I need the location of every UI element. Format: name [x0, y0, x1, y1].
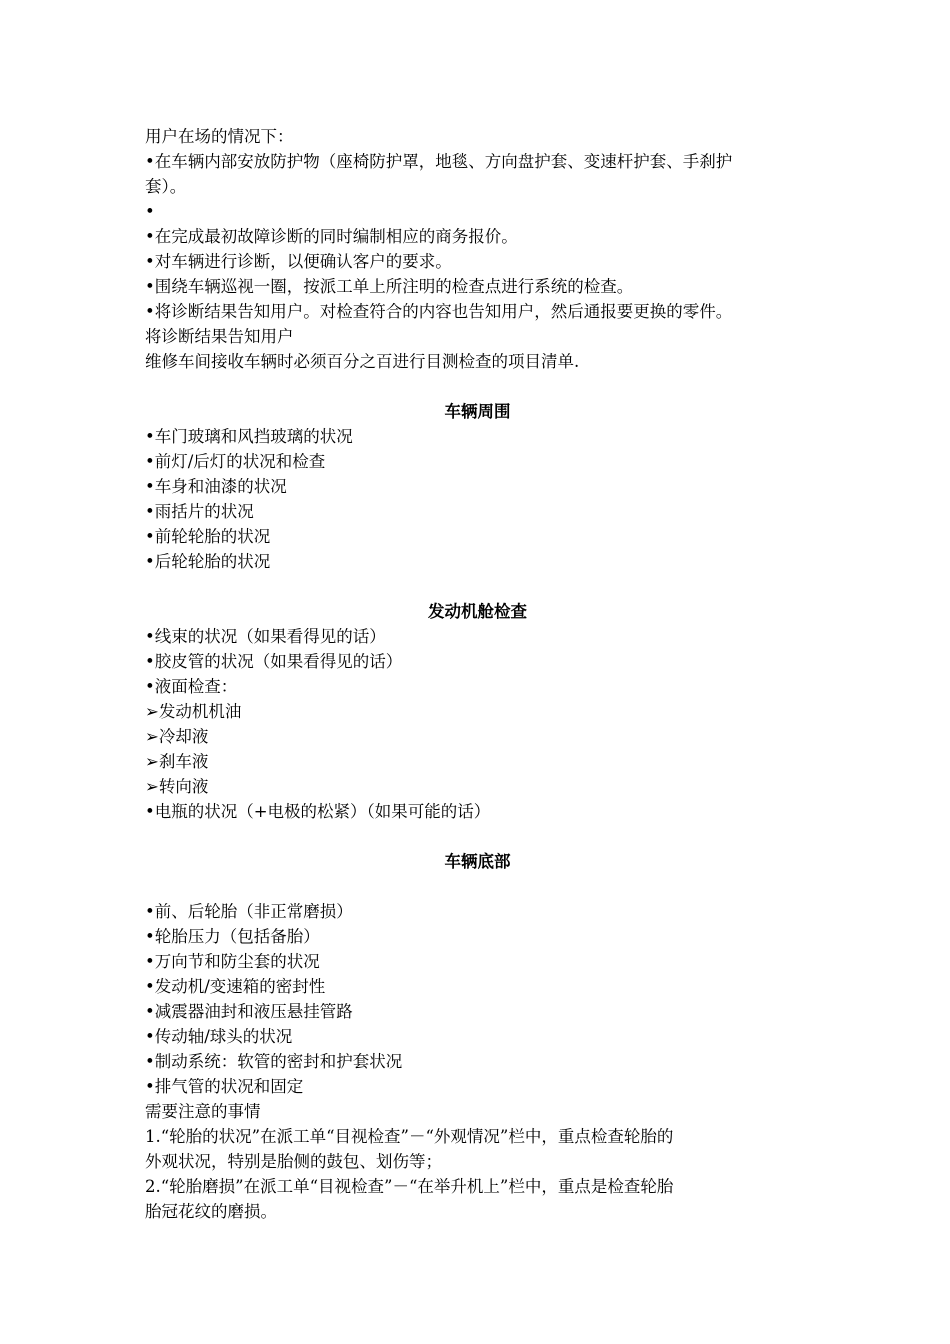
list-item: •轮胎压力（包括备胎）: [145, 927, 320, 946]
intro-line: 维修车间接收车辆时必须百分之百进行目测检查的项目清单.: [145, 352, 580, 371]
intro-line: •在完成最初故障诊断的同时编制相应的商务报价。: [145, 227, 518, 246]
notes-line: 胎冠花纹的磨损。: [145, 1202, 277, 1221]
list-item: •前、后轮胎（非正常磨损）: [145, 902, 353, 921]
list-item: •制动系统：软管的密封和护套状况: [145, 1052, 403, 1071]
list-item: •传动轴/球头的状况: [145, 1027, 293, 1046]
intro-line: 将诊断结果告知用户: [145, 327, 294, 346]
spacer: [145, 874, 810, 899]
list-item: •胶皮管的状况（如果看得见的话）: [145, 652, 403, 671]
list-item: •后轮轮胎的状况: [145, 552, 271, 571]
notes-line: 1.“轮胎的状况”在派工单“目视检查”－“外观情况”栏中，重点检查轮胎的: [145, 1127, 674, 1146]
document-page: [145, 124, 810, 1224]
list-item: ➢刹车液: [145, 752, 209, 771]
list-item: •万向节和防尘套的状况: [145, 952, 320, 971]
intro-block: [145, 124, 810, 374]
list-item: •减震器油封和液压悬挂管路: [145, 1002, 353, 1021]
list-item: •电瓶的状况（+电极的松紧）（如果可能的话）: [145, 802, 491, 821]
list-item: •线束的状况（如果看得见的话）: [145, 627, 386, 646]
intro-line: •在车辆内部安放防护物（座椅防护罩，地毯、方向盘护套、变速杆护套、手刹护: [145, 152, 733, 171]
list-item: •车门玻璃和风挡玻璃的状况: [145, 427, 353, 446]
list-item: •前轮轮胎的状况: [145, 527, 271, 546]
intro-line: 用户在场的情况下：: [145, 127, 294, 146]
list-item: ➢转向液: [145, 777, 209, 796]
list-item: •发动机/变速箱的密封性: [145, 977, 326, 996]
section-list-engine-bay: [145, 624, 810, 824]
list-item: ➢发动机机油: [145, 702, 242, 721]
intro-line: •将诊断结果告知用户。对检查符合的内容也告知用户，然后通报要更换的零件。: [145, 302, 733, 321]
notes-block: [145, 1099, 810, 1224]
list-item: •雨括片的状况: [145, 502, 254, 521]
notes-line: 需要注意的事情: [145, 1102, 261, 1121]
section-list-underbody: [145, 899, 810, 1099]
intro-line: •: [145, 202, 155, 221]
intro-line: 套）。: [145, 177, 187, 196]
notes-line: 2.“轮胎磨损”在派工单“目视检查”－“在举升机上”栏中，重点是检查轮胎: [145, 1177, 674, 1196]
section-title-vehicle-surroundings: 车辆周围: [444, 402, 511, 421]
list-item: •液面检查：: [145, 677, 238, 696]
notes-line: 外观状况，特别是胎侧的鼓包、划伤等；: [145, 1152, 442, 1171]
list-item: •排气管的状况和固定: [145, 1077, 304, 1096]
section-title-underbody: 车辆底部: [444, 852, 511, 871]
list-item: •车身和油漆的状况: [145, 477, 287, 496]
section-list-vehicle-surroundings: [145, 424, 810, 574]
list-item: ➢冷却液: [145, 727, 209, 746]
intro-line: •围绕车辆巡视一圈，按派工单上所注明的检查点进行系统的检查。: [145, 277, 634, 296]
intro-line: •对车辆进行诊断，以便确认客户的要求。: [145, 252, 452, 271]
list-item: •前灯/后灯的状况和检查: [145, 452, 326, 471]
section-title-engine-bay: 发动机舱检查: [428, 602, 527, 621]
